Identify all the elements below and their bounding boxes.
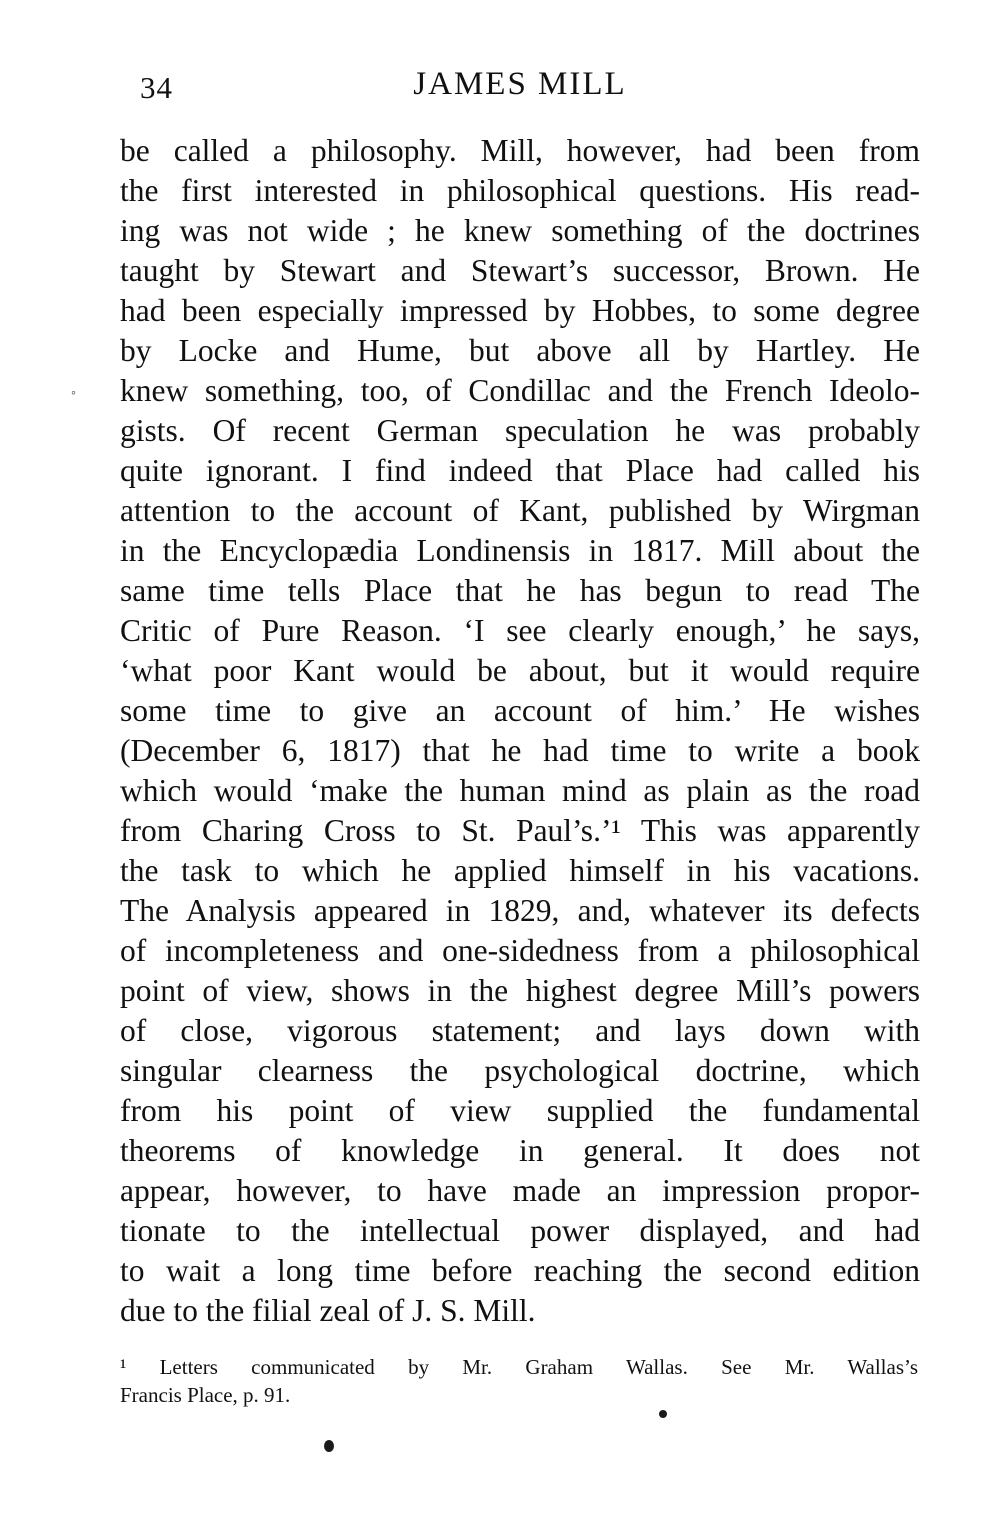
text-line: the first interested in philosophical questions. His read- [120,173,920,208]
text-line: some time to give an account of him.’ He wishes [120,693,920,728]
page-number: 34 [140,70,173,105]
text-line: ‘what poor Kant would be about, but it would require [120,653,920,688]
text-line: attention to the account of Kant, published by Wirgman [120,493,920,528]
text-line: be called a philosophy. Mill, however, had been from [120,133,920,168]
text-line: of incompleteness and one-sidedness from a philosophical [120,933,920,968]
text-line: singular clearness the psychological doctrine, which [120,1053,920,1088]
page-header [0,66,1000,116]
text-line: in the Encyclopædia Londinensis in 1817. Mill about the [120,533,920,568]
text-line: of close, vigorous statement; and lays down with [120,1013,920,1048]
text-line: quite ignorant. I find indeed that Place had called his [120,453,920,488]
text-line: same time tells Place that he has begun to read The [120,573,920,608]
footnote-line: Francis Place, p. 91. [120,1383,291,1407]
text-line: (December 6, 1817) that he had time to write a book [120,733,920,768]
text-line: due to the filial zeal of J. S. Mill. [120,1293,536,1328]
text-line: from his point of view supplied the fundamental [120,1093,920,1128]
ink-speck [659,1410,667,1418]
body-text [120,131,920,1331]
text-line: tionate to the intellectual power displayed, and had [120,1213,920,1248]
text-line: by Locke and Hume, but above all by Hartley. He [120,333,920,368]
margin-speck: ◦ [71,386,76,401]
running-head: JAMES MILL [413,66,627,102]
text-line: which would ‘make the human mind as plain as the road [120,773,920,808]
text-line: ing was not wide ; he knew something of the doctrines [120,213,920,248]
ink-speck [324,1440,334,1452]
text-line: gists. Of recent German speculation he was probably [120,413,920,448]
text-line: The Analysis appeared in 1829, and, whatever its defects [120,893,920,928]
text-line: Critic of Pure Reason. ‘I see clearly enough,’ he says, [120,613,920,648]
text-line: had been especially impressed by Hobbes, to some degree [120,293,920,328]
text-line: from Charing Cross to St. Paul’s.’¹ This was apparently [120,813,920,848]
footnote [120,1353,918,1409]
text-line: theorems of knowledge in general. It does not [120,1133,920,1168]
text-line: appear, however, to have made an impression propor- [120,1173,920,1208]
text-line: point of view, shows in the highest degree Mill’s powers [120,973,920,1008]
footnote-line: ¹ Letters communicated by Mr. Graham Wallas. See Mr. Wallas’s [120,1355,918,1379]
text-line: to wait a long time before reaching the second edition [120,1253,920,1288]
text-line: knew something, too, of Condillac and the French Ideolo- [120,373,920,408]
text-line: the task to which he applied himself in his vacations. [120,853,920,888]
text-line: taught by Stewart and Stewart’s successor, Brown. He [120,253,920,288]
